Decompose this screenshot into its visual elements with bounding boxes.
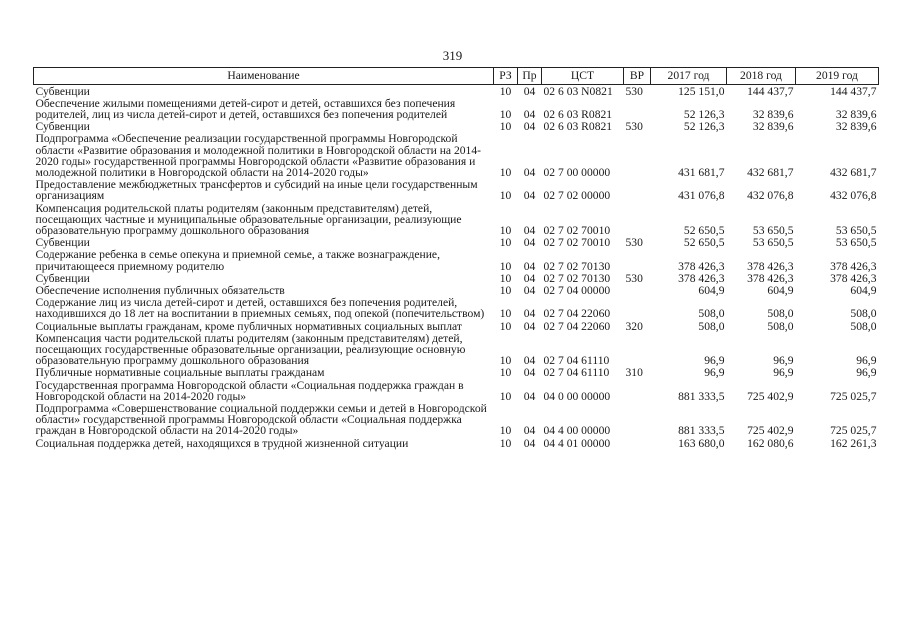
- table-row: [34, 402, 879, 437]
- row-pr: 04: [523, 259, 536, 273]
- row-rz: 10: [499, 107, 512, 121]
- row-cst: 02 7 04 00000: [543, 283, 611, 297]
- row-name: Компенсация части родительской платы родителям (законным представителям) детей, посещающих государственные образовательные организации, реализующие основную образовательную программу дошкольного образования: [35, 331, 466, 368]
- row-pr: 04: [523, 307, 536, 321]
- row-value-2019: 53 650,5: [835, 236, 877, 250]
- row-rz: 10: [499, 259, 512, 273]
- row-rz: 10: [499, 319, 512, 333]
- row-cst: 02 7 04 61110: [543, 366, 610, 380]
- row-pr: 04: [523, 366, 536, 380]
- row-value-2018: 378 426,3: [747, 259, 794, 273]
- row-name: Содержание ребенка в семье опекуна и приемной семье, а также вознаграждение, причитающееся приемному родителю: [35, 248, 440, 273]
- row-name: Субвенции: [35, 84, 90, 98]
- row-value-2017: 508,0: [698, 319, 725, 333]
- row-value-2017: 604,9: [698, 283, 725, 297]
- row-cst: 02 7 02 70010: [543, 236, 611, 250]
- row-rz: 10: [499, 120, 512, 134]
- budget-table: [33, 67, 879, 449]
- row-value-2018: 604,9: [767, 283, 794, 297]
- row-value-2018: 96,9: [773, 354, 794, 368]
- table-row: [34, 121, 879, 133]
- row-value-2019: 378 426,3: [830, 271, 877, 285]
- row-vr: [624, 249, 651, 272]
- table-row: [34, 202, 879, 237]
- row-vr: 310: [625, 366, 643, 380]
- row-rz: 10: [499, 84, 512, 98]
- header-2017: 2017 год: [651, 68, 727, 85]
- table-row: [34, 367, 879, 379]
- row-vr: [624, 379, 651, 402]
- row-value-2017: 431 076,8: [678, 189, 725, 203]
- row-name: Компенсация родительской платы родителям (законным представителям) детей, посещающих частные и муниципальные образовательные организации, реализующие образовательную программу дошкольного образования: [35, 201, 462, 237]
- row-value-2017: 125 151,0: [678, 84, 725, 98]
- row-name: Подпрограмма «Обеспечение реализации государственной программы Новгородской области «Развитие образования и молодежной политики в Новгородской области на 2014-2020 годы» государственной программы Новгородской области «Развитие образования и молодежной политики в Новгородской области на 2014-2020 годы»: [35, 132, 481, 179]
- row-value-2019: 162 261,3: [830, 436, 877, 450]
- row-cst: 02 7 04 61110: [543, 354, 610, 368]
- row-pr: 04: [523, 271, 536, 285]
- row-vr: [624, 97, 651, 120]
- table-row: [34, 297, 879, 320]
- row-rz: 10: [499, 424, 512, 438]
- table-row: [34, 284, 879, 296]
- table-row: [34, 320, 879, 332]
- row-vr: [624, 437, 651, 449]
- row-value-2018: 32 839,6: [752, 107, 794, 121]
- table-row: [34, 133, 879, 179]
- row-cst: 02 7 02 00000: [543, 189, 611, 203]
- row-pr: 04: [523, 189, 536, 203]
- row-value-2017: 96,9: [704, 354, 725, 368]
- header-2018: 2018 год: [727, 68, 796, 85]
- row-value-2017: 508,0: [698, 307, 725, 321]
- row-name: Субвенции: [35, 236, 90, 250]
- row-rz: 10: [499, 223, 512, 237]
- row-rz: 10: [499, 236, 512, 250]
- row-value-2017: 52 650,5: [683, 236, 725, 250]
- row-vr: [624, 284, 651, 296]
- row-value-2019: 96,9: [856, 354, 877, 368]
- table-body: [34, 85, 879, 450]
- row-value-2019: 96,9: [856, 366, 877, 380]
- table-header-row: [34, 68, 879, 85]
- row-cst: 02 7 04 22060: [543, 307, 611, 321]
- table-row: [34, 97, 879, 120]
- row-value-2018: 432 681,7: [747, 165, 794, 179]
- row-rz: 10: [499, 307, 512, 321]
- row-vr: [624, 202, 651, 237]
- row-name: Обеспечение исполнения публичных обязательств: [35, 283, 285, 297]
- row-vr: 530: [625, 271, 643, 285]
- row-pr: 04: [523, 424, 536, 438]
- row-name: Предоставление межбюджетных трансфертов и субсидий на иные цели государственным организациям: [35, 178, 478, 203]
- table-row: [34, 437, 879, 449]
- row-rz: 10: [499, 165, 512, 179]
- row-value-2017: 96,9: [704, 366, 725, 380]
- row-cst: 04 4 00 00000: [543, 424, 611, 438]
- page-number: 319: [442, 48, 463, 63]
- row-vr: 530: [625, 236, 643, 250]
- row-value-2019: 432 681,7: [830, 165, 877, 179]
- table-row: [34, 85, 879, 98]
- row-vr: [624, 179, 651, 202]
- row-cst: 02 7 04 22060: [543, 319, 611, 333]
- header-2019: 2019 год: [796, 68, 879, 85]
- row-value-2019: 144 437,7: [830, 84, 877, 98]
- header-rz: РЗ: [494, 68, 518, 85]
- row-value-2019: 53 650,5: [835, 223, 877, 237]
- row-rz: 10: [499, 366, 512, 380]
- row-value-2019: 32 839,6: [835, 120, 877, 134]
- row-value-2018: 432 076,8: [747, 189, 794, 203]
- header-vr: ВР: [624, 68, 651, 85]
- row-value-2018: 508,0: [767, 307, 794, 321]
- table-row: [34, 249, 879, 272]
- row-vr: [624, 297, 651, 320]
- row-value-2018: 53 650,5: [752, 223, 794, 237]
- table-row: [34, 272, 879, 284]
- row-vr: [624, 332, 651, 367]
- table-row: [34, 237, 879, 249]
- row-pr: 04: [523, 84, 536, 98]
- header-pr: Пр: [518, 68, 542, 85]
- row-pr: 04: [523, 107, 536, 121]
- row-cst: 02 7 02 70130: [543, 259, 611, 273]
- row-vr: 530: [625, 120, 643, 134]
- row-value-2018: 162 080,6: [747, 436, 794, 450]
- row-value-2017: 378 426,3: [678, 271, 725, 285]
- row-vr: 530: [625, 84, 643, 98]
- row-rz: 10: [499, 189, 512, 203]
- row-pr: 04: [523, 354, 536, 368]
- row-pr: 04: [523, 436, 536, 450]
- row-value-2017: 163 680,0: [678, 436, 725, 450]
- row-pr: 04: [523, 236, 536, 250]
- row-cst: 02 7 00 00000: [543, 165, 611, 179]
- row-pr: 04: [523, 120, 536, 134]
- row-name: Субвенции: [35, 271, 90, 285]
- table-row: [34, 179, 879, 202]
- row-value-2017: 52 126,3: [683, 107, 725, 121]
- row-rz: 10: [499, 389, 512, 403]
- row-value-2019: 432 076,8: [830, 189, 877, 203]
- row-vr: [624, 402, 651, 437]
- row-name: Подпрограмма «Совершенствование социальной поддержки семьи и детей в Новгородской области» государственной программы Новгородской области «Социальная поддержка граждан в Новгородской области на 2014-2020 годы»: [35, 401, 487, 438]
- row-value-2018: 96,9: [773, 366, 794, 380]
- row-value-2018: 725 402,9: [747, 389, 794, 403]
- row-value-2018: 378 426,3: [747, 271, 794, 285]
- row-rz: 10: [499, 354, 512, 368]
- row-value-2019: 725 025,7: [830, 389, 877, 403]
- row-vr: 320: [625, 319, 643, 333]
- row-value-2019: 378 426,3: [830, 259, 877, 273]
- row-pr: 04: [523, 223, 536, 237]
- row-cst: 04 0 00 00000: [543, 389, 611, 403]
- row-value-2017: 378 426,3: [678, 259, 725, 273]
- row-name: Субвенции: [35, 120, 90, 134]
- row-name: Содержание лиц из числа детей-сирот и детей, оставшихся без попечения родителей, находившихся до 18 лет на воспитании в приемных семьях, под опекой (попечительством): [35, 296, 485, 321]
- row-cst: 04 4 01 00000: [543, 436, 611, 450]
- row-name: Обеспечение жилыми помещениями детей-сирот и детей, оставшихся без попечения родителей, лиц из числа детей-сирот и детей, оставшихся без попечения родителей: [35, 96, 456, 121]
- row-name: Социальные выплаты гражданам, кроме публичных нормативных социальных выплат: [35, 319, 462, 333]
- row-pr: 04: [523, 319, 536, 333]
- table-row: [34, 379, 879, 402]
- row-rz: 10: [499, 283, 512, 297]
- row-pr: 04: [523, 389, 536, 403]
- row-value-2017: 881 333,5: [678, 389, 725, 403]
- row-value-2017: 881 333,5: [678, 424, 725, 438]
- row-value-2018: 508,0: [767, 319, 794, 333]
- row-rz: 10: [499, 271, 512, 285]
- row-name: Публичные нормативные социальные выплаты гражданам: [35, 366, 325, 380]
- row-cst: 02 6 03 R0821: [543, 120, 613, 134]
- row-name: Социальная поддержка детей, находящихся в трудной жизненной ситуации: [35, 436, 409, 450]
- header-cst: ЦСТ: [542, 68, 624, 85]
- row-name: Государственная программа Новгородской области «Социальная поддержка граждан в Новгородской области на 2014-2020 годы»: [35, 378, 464, 403]
- row-cst: 02 6 03 R0821: [543, 107, 613, 121]
- row-value-2017: 431 681,7: [678, 165, 725, 179]
- row-value-2017: 52 126,3: [683, 120, 725, 134]
- row-value-2019: 508,0: [850, 319, 877, 333]
- row-value-2019: 508,0: [850, 307, 877, 321]
- row-pr: 04: [523, 165, 536, 179]
- row-value-2018: 53 650,5: [752, 236, 794, 250]
- row-value-2018: 32 839,6: [752, 120, 794, 134]
- row-cst: 02 7 02 70130: [543, 271, 611, 285]
- row-value-2018: 725 402,9: [747, 424, 794, 438]
- row-value-2019: 725 025,7: [830, 424, 877, 438]
- row-value-2019: 32 839,6: [835, 107, 877, 121]
- row-cst: 02 7 02 70010: [543, 223, 611, 237]
- table-row: [34, 332, 879, 367]
- header-name: Наименование: [34, 68, 494, 85]
- row-value-2017: 52 650,5: [683, 223, 725, 237]
- row-vr: [624, 133, 651, 179]
- row-pr: 04: [523, 283, 536, 297]
- row-cst: 02 6 03 N0821: [543, 84, 613, 98]
- row-value-2018: 144 437,7: [747, 84, 794, 98]
- row-rz: 10: [499, 436, 512, 450]
- row-value-2019: 604,9: [850, 283, 877, 297]
